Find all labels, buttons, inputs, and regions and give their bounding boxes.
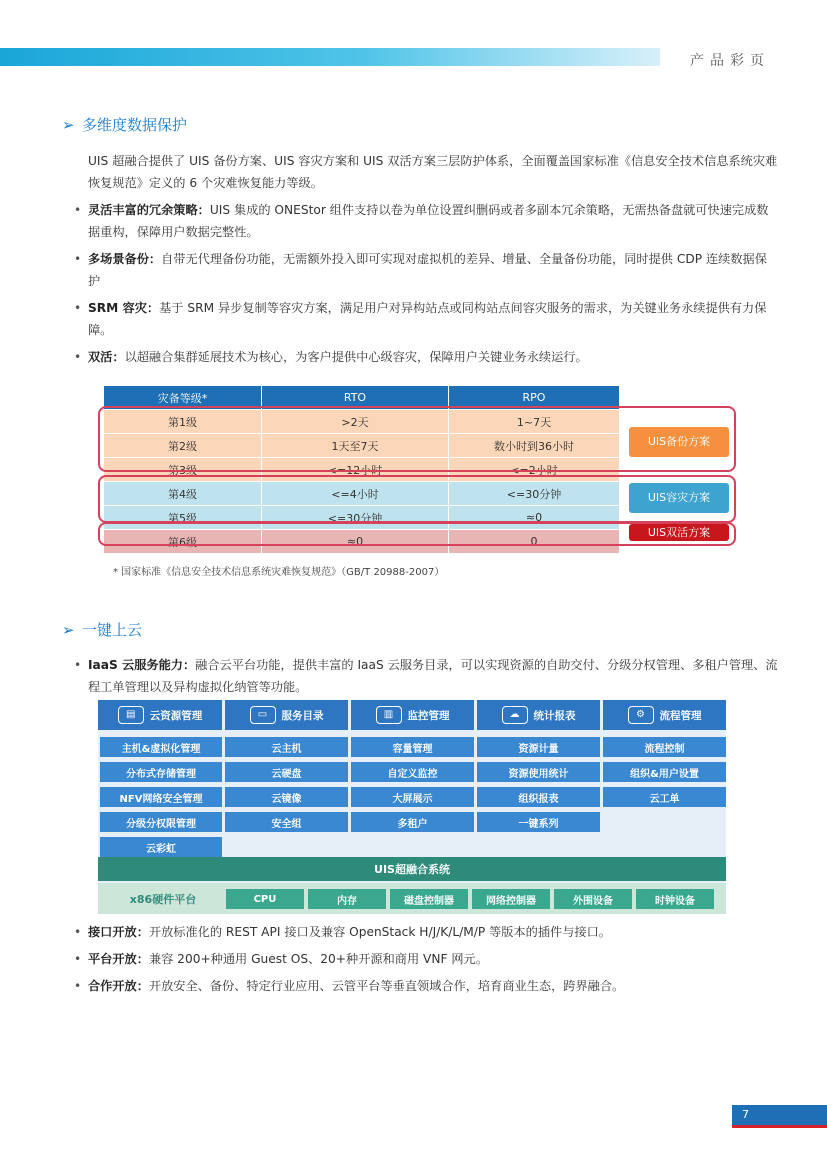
hardware-cell: 时钟设备 [636,889,714,909]
bullet-dot-icon: • [74,658,82,672]
header-level: 灾备等级* [104,386,262,410]
diagram-cell: 主机&虚拟化管理 [100,737,222,757]
table-cell: 第1级 [104,410,262,434]
column-header-resource [98,700,222,730]
bullet-text: 开放标准化的 REST API 接口及兼容 OpenStack H/J/K/L/M/P 等版本的插件与接口。 [148,925,611,939]
column-title: 统计报表 [533,709,576,722]
column-title: 服务目录 [281,709,324,722]
intro-paragraph: UIS 超融合提供了 UIS 备份方案、UIS 容灾方案和 UIS 双活方案三层防护体系，全面覆盖国家标准《信息安全技术信息系统灾难恢复规范》定义的 6 个灾难恢复能力等级。 [88,154,778,190]
diagram-cell: 组织&用户设置 [603,762,726,782]
bullet-active-active [74,346,778,368]
diagram-cell: 分布式存储管理 [100,762,222,782]
cloud-icon: ☁ [502,706,528,724]
bullet-dot-icon: • [74,301,82,315]
bullet-backup [74,248,778,292]
header-title: 产品彩页 [690,53,770,69]
bullet-title: 合作开放： [88,979,149,993]
column-header-report [477,700,600,730]
bullet-text: 开放安全、备份、特定行业应用、云管平台等垂直领域合作，培育商业生态，跨界融合。 [148,979,625,993]
diagram-cell: 流程控制 [603,737,726,757]
column-title: 监控管理 [407,709,450,722]
table-cell: <=4小时 [262,482,449,506]
table-footnote: * 国家标准《信息安全技术信息系统灾难恢复规范》（GB/T 20988-2007） [113,567,445,578]
bullet-cooperation [74,975,778,997]
table-cell: ≈0 [449,506,620,530]
hardware-cell: CPU [226,889,304,909]
bullet-srm [74,297,778,341]
bullet-text: 融合云平台功能，提供丰富的 IaaS 云服务目录，可以实现资源的自助交付、分级分权管理、多租户管理、流程工单管理以及异构虚拟化纳管等功能。 [88,658,778,694]
bullet-text: 基于 SRM 异步复制等容灾方案，满足用户对异构站点或同构站点间容灾服务的需求，为关键业务永续提供有力保障。 [88,301,767,337]
chart-icon: ▥ [376,706,402,724]
column-header-catalog [225,700,348,730]
table-cell: <=30分钟 [262,506,449,530]
column-title: 流程管理 [659,709,702,722]
diagram-cell: 云主机 [225,737,348,757]
diagram-cell: 组织报表 [477,787,600,807]
bullet-dot-icon: • [74,350,82,364]
bullet-text: UIS 集成的 ONEStor 组件支持以卷为单位设置纠删码或者多副本冗余策略，无需热备盘就可快速完成数据重构，保障用户数据完整性。 [88,203,769,239]
table-cell: <=2小时 [449,458,620,482]
table-cell: 第4级 [104,482,262,506]
column-title: 云资源管理 [149,709,203,722]
page-number-accent [732,1125,827,1128]
table-cell: 数小时到36小时 [449,434,620,458]
diagram-cell: 自定义监控 [351,762,474,782]
diagram-cell: 分级分权限管理 [100,812,222,832]
x86-platform-row [98,883,726,914]
bullet-text: 兼容 200+种通用 Guest OS、20+种开源和商用 VNF 网元。 [148,952,488,966]
uis-system-bar: UIS超融合系统 [98,857,726,881]
table-cell: 第3级 [104,458,262,482]
section-heading-cloud [62,619,142,640]
cloud-architecture-diagram [98,700,726,914]
bullet-platform [74,948,778,970]
bullet-redundancy [74,199,778,243]
table-cell: <=30分钟 [449,482,620,506]
hardware-cell: 内存 [308,889,386,909]
diagram-cell: 云硬盘 [225,762,348,782]
bullet-title: 接口开放： [88,925,149,939]
bullet-dot-icon: • [74,952,82,966]
bullet-dot-icon: • [74,252,82,266]
table-cell: >2天 [262,410,449,434]
diagram-cell: 容量管理 [351,737,474,757]
diagram-cell: 安全组 [225,812,348,832]
bullet-title: IaaS 云服务能力： [88,658,196,672]
arrow-icon: ➢ [62,116,75,134]
bullet-title: 双活： [88,350,125,364]
table-cell: 第2级 [104,434,262,458]
bullet-text: 自带无代理备份功能，无需额外投入即可实现对虚拟机的差异、增量、全量备份功能，同时提供 CDP 连续数据保护 [88,252,767,288]
tag-uis-active: UIS双活方案 [629,524,729,541]
bullet-title: 平台开放： [88,952,149,966]
header-gradient-bar [0,48,660,66]
diagram-cell: 资源计量 [477,737,600,757]
column-header-process [603,700,726,730]
table-cell: 1~7天 [449,410,620,434]
diagram-cell: 云镜像 [225,787,348,807]
bullet-dot-icon: • [74,979,82,993]
heading-text: 一键上云 [82,621,143,639]
x86-platform-label: x86硬件平台 [129,893,197,906]
table-cell: 第5级 [104,506,262,530]
page-number: 7 [732,1105,827,1125]
diagram-cell: 云工单 [603,787,726,807]
heading-text: 多维度数据保护 [82,116,188,134]
diagram-cell: 大屏展示 [351,787,474,807]
diagram-cell: 多租户 [351,812,474,832]
bullet-title: 多场景备份： [88,252,162,266]
gears-icon: ⚙ [628,706,654,724]
section-heading-data-protection [62,114,187,135]
table-cell: ≈0 [262,530,449,554]
tag-uis-backup: UIS备份方案 [629,427,729,457]
table-cell: 0 [449,530,620,554]
header-rpo: RPO [449,386,620,410]
bullet-dot-icon: • [74,203,82,217]
bullet-interface [74,921,778,943]
monitor-icon: ▭ [250,706,276,724]
hardware-cell: 磁盘控制器 [390,889,468,909]
arrow-icon: ➢ [62,621,75,639]
bullet-iaas [74,654,778,698]
column-header-monitor [351,700,474,730]
bullet-title: 灵活丰富的冗余策略： [88,203,210,217]
diagram-cell: 资源使用统计 [477,762,600,782]
table-cell: 第6级 [104,530,262,554]
tag-uis-dr: UIS容灾方案 [629,483,729,513]
diagram-cell: 一键系列 [477,812,600,832]
table-cell: <=12小时 [262,458,449,482]
bullet-title: SRM 容灾： [88,301,160,315]
bullet-text: 以超融合集群延展技术为核心，为客户提供中心级容灾，保障用户关键业务永续运行。 [124,350,588,364]
server-icon: ▤ [118,706,144,724]
bullet-dot-icon: • [74,925,82,939]
header-rto: RTO [262,386,449,410]
hardware-cell: 外围设备 [554,889,632,909]
diagram-cell: NFV网络安全管理 [100,787,222,807]
table-cell: 1天至7天 [262,434,449,458]
diagram-cell: 云彩虹 [100,837,222,857]
hardware-cell: 网络控制器 [472,889,550,909]
